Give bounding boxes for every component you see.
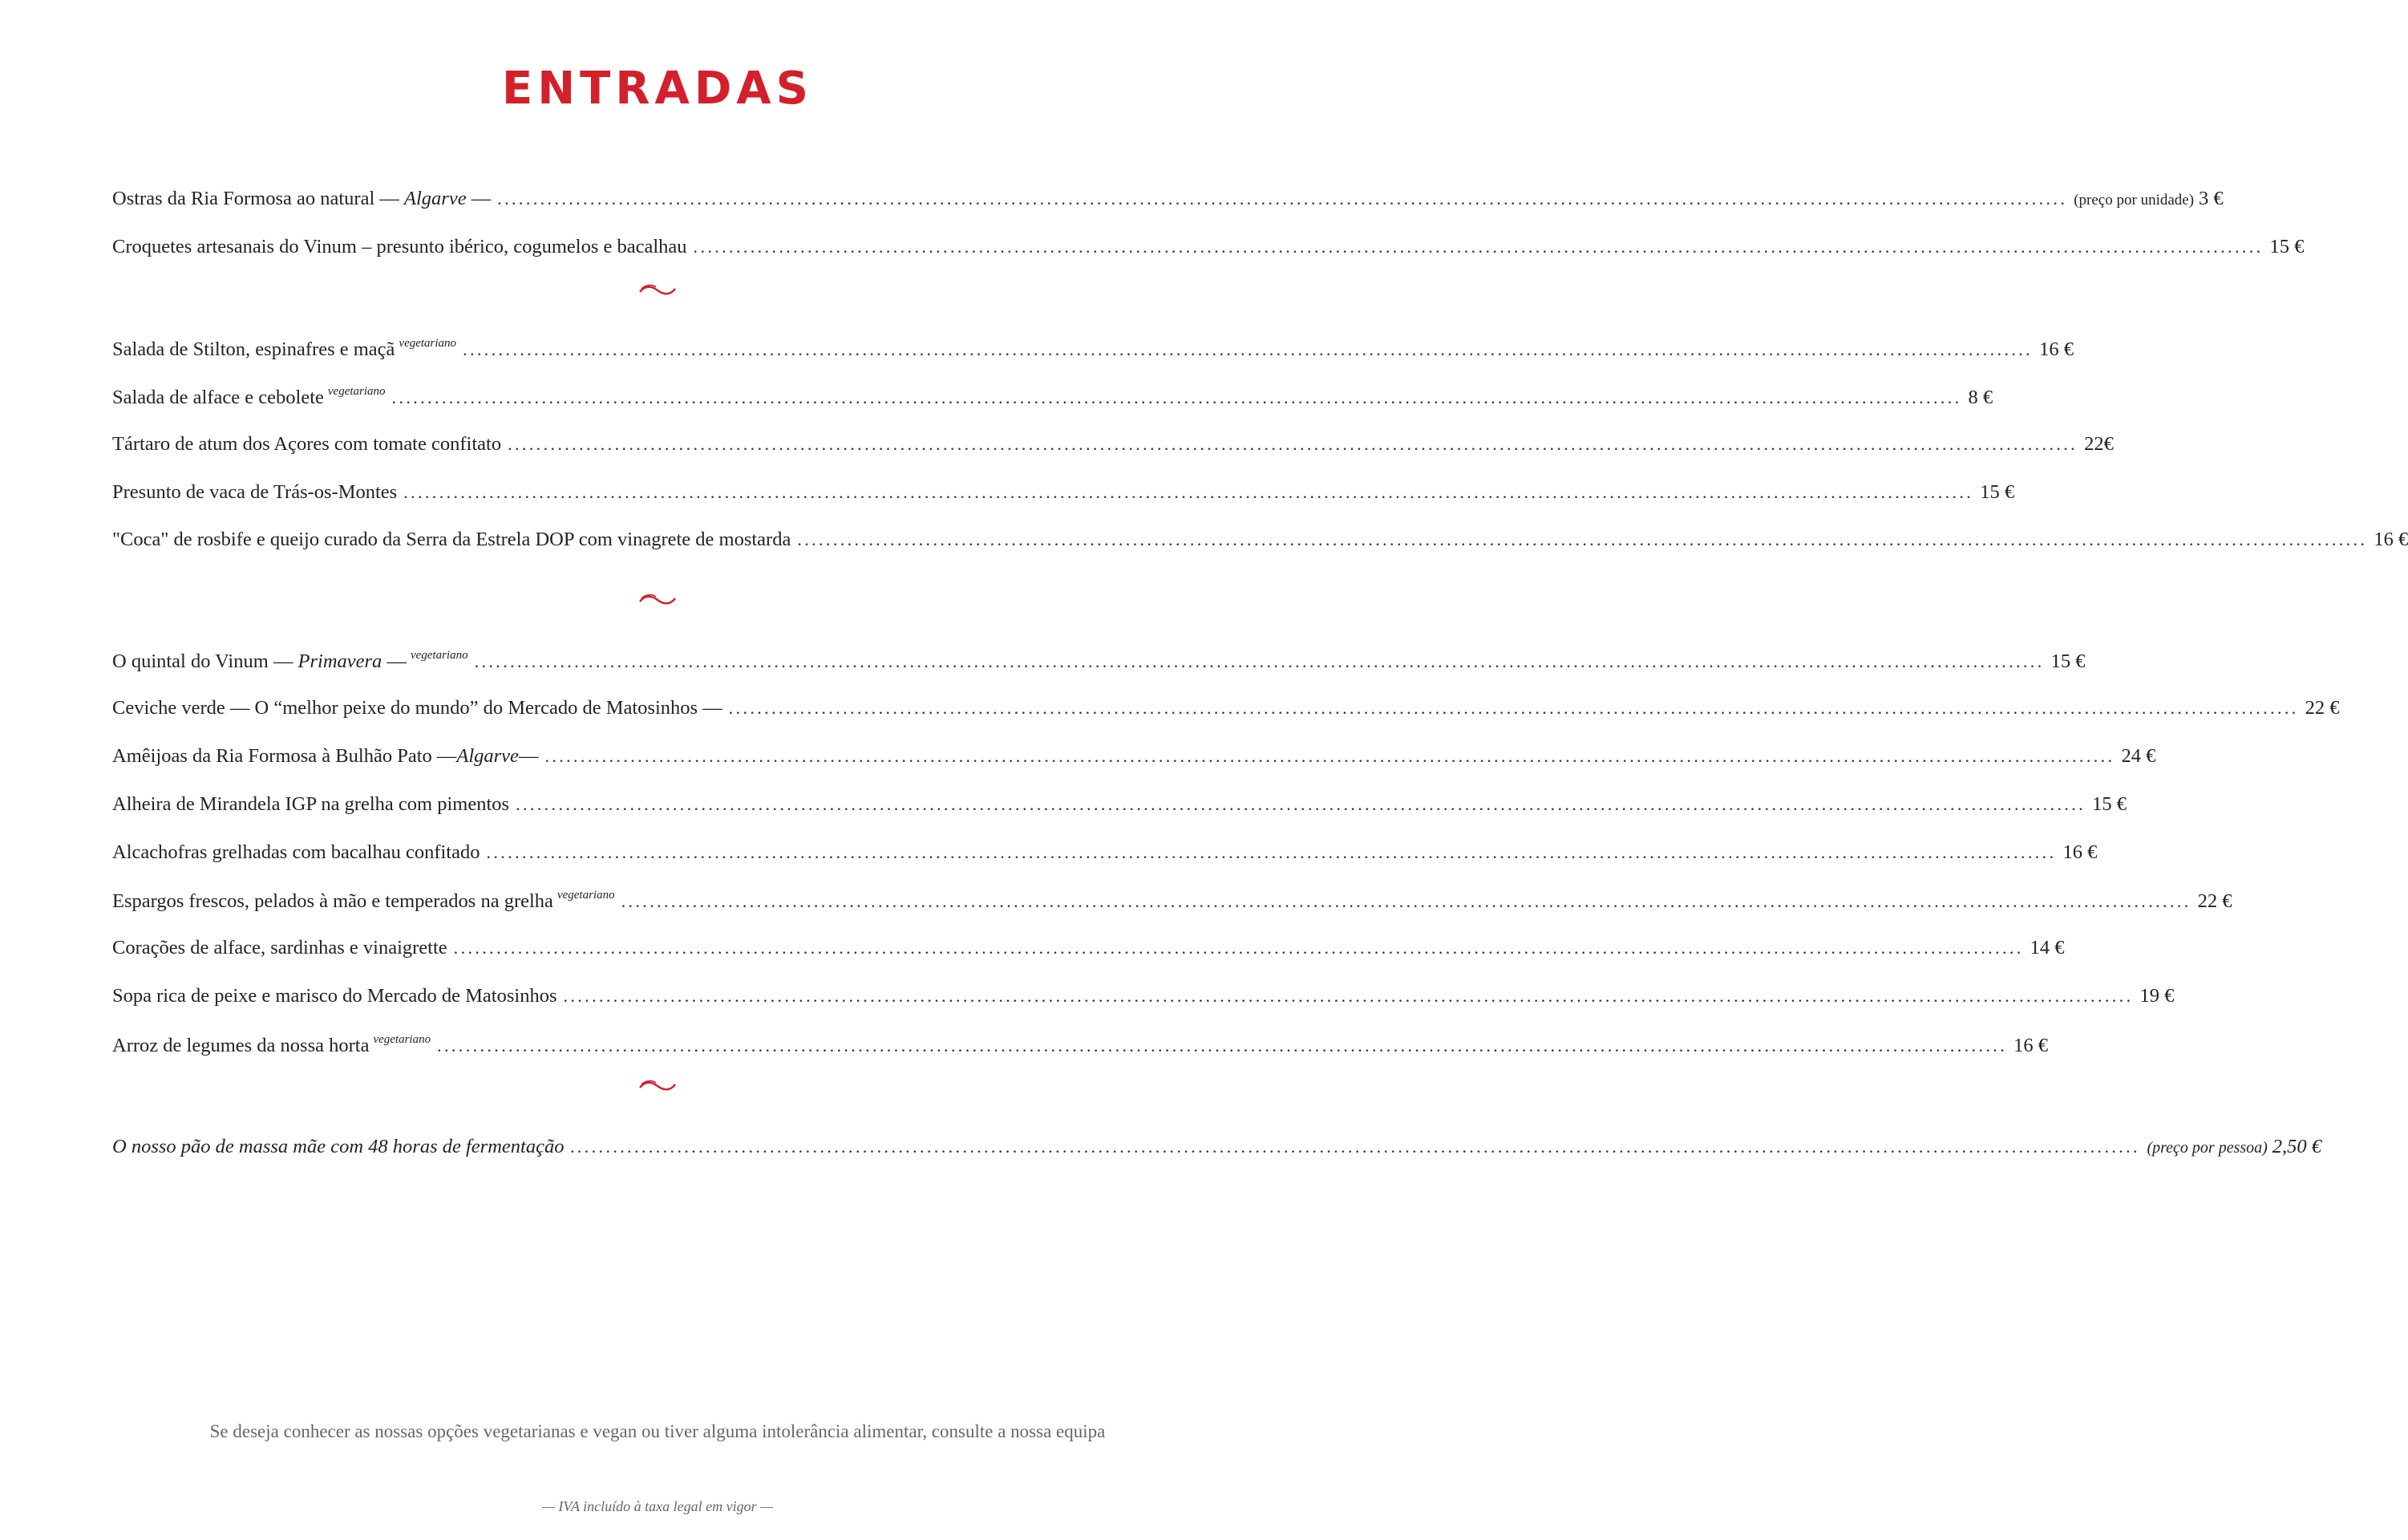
- menu-item: [112, 697, 2340, 729]
- item-name-text: Alheira de Mirandela IGP na grelha com pimentos: [112, 793, 510, 815]
- item-price: 16 €: [2062, 841, 2098, 863]
- tax-note: — IVA incluído à taxa legal em vigor —: [541, 1498, 774, 1514]
- menu-item: [112, 385, 1993, 417]
- item-name-text: Ceviche verde — O “melhor peixe do mundo” do Mercado de Matosinhos —: [112, 697, 722, 719]
- dot-leader: ............................................................................................................................................................................................................................: [516, 794, 2086, 814]
- item-price: 22 €: [2197, 890, 2232, 912]
- price-note: (preço por pessoa): [2147, 1139, 2268, 1157]
- dot-leader: ............................................................................................................................................................................................................................: [463, 339, 2034, 359]
- item-name-text: Croquetes artesanais do Vinum – presunto ibérico, cogumelos e bacalhau: [112, 236, 687, 257]
- menu-item: [112, 1033, 2048, 1065]
- dot-leader: ............................................................................................................................................................................................................................: [508, 434, 2078, 454]
- item-price: 24 €: [2121, 745, 2156, 767]
- item-name-text: Arroz de legumes da nossa horta: [112, 1035, 370, 1056]
- item-price: 16 €: [2013, 1035, 2048, 1056]
- dot-leader: ............................................................................................................................................................................................................................: [797, 529, 2368, 549]
- item-name-text: O quintal do Vinum —: [112, 650, 298, 672]
- item-price: 19 €: [2139, 985, 2175, 1007]
- item-name-text: Espargos frescos, pelados à mão e temperados na grelha: [112, 890, 553, 912]
- page-title: ENTRADAS: [502, 63, 813, 115]
- item-price: 14 €: [2030, 937, 2065, 958]
- menu-item: [112, 1136, 2322, 1168]
- menu-item: [112, 481, 2015, 513]
- item-price: 8 €: [1968, 387, 1993, 408]
- item-name: [112, 481, 397, 504]
- item-name: [112, 433, 501, 456]
- menu-item: [112, 337, 2074, 369]
- item-name-text: Sopa rica de peixe e marisco do Mercado de Matosinhos: [112, 985, 557, 1007]
- item-name-text: Amêijoas da Ria Formosa à Bulhão Pato —: [112, 745, 457, 767]
- dot-leader: ............................................................................................................................................................................................................................: [391, 387, 1962, 407]
- item-price: 15 €: [2050, 650, 2086, 672]
- dot-leader: ............................................................................................................................................................................................................................: [453, 938, 2024, 958]
- dot-leader: ............................................................................................................................................................................................................................: [497, 188, 2068, 209]
- item-name-text: Presunto de vaca de Trás-os-Montes: [112, 481, 398, 503]
- item-name-text: Salada de alface e cebolete: [112, 387, 324, 408]
- dot-leader: ............................................................................................................................................................................................................................: [403, 482, 1974, 502]
- item-name: [112, 529, 791, 551]
- dot-leader: ............................................................................................................................................................................................................................: [728, 698, 2299, 718]
- dot-leader: ............................................................................................................................................................................................................................: [570, 1137, 2141, 1157]
- item-price: 3 €: [2199, 188, 2224, 209]
- menu-item: [112, 188, 2224, 220]
- item-price: 15 €: [2269, 236, 2305, 257]
- item-name: [112, 337, 456, 361]
- item-region: Algarve: [404, 188, 467, 209]
- menu-item: [112, 649, 2086, 681]
- item-name: [112, 188, 491, 210]
- price-note: (preço por unidade): [2074, 192, 2195, 209]
- item-price: 16 €: [2039, 338, 2074, 360]
- vegetarian-tag: vegetariano: [556, 889, 615, 902]
- dot-leader: ............................................................................................................................................................................................................................: [693, 237, 2264, 257]
- dot-leader: ............................................................................................................................................................................................................................: [486, 842, 2057, 862]
- menu-item: [112, 793, 2127, 825]
- flourish-divider-3: [638, 1078, 677, 1094]
- item-name-text: Ostras da Ria Formosa ao natural —: [112, 188, 405, 209]
- item-price: 15 €: [2092, 793, 2127, 815]
- dot-leader: ............................................................................................................................................................................................................................: [544, 746, 2115, 766]
- item-name-text: Corações de alface, sardinhas e vinaigrette: [112, 937, 447, 958]
- item-name: [112, 1033, 431, 1057]
- item-region: Algarve: [456, 745, 519, 767]
- item-name: [112, 385, 386, 409]
- item-name: [112, 937, 447, 959]
- vegetarian-tag: vegetariano: [327, 385, 386, 398]
- item-name: [112, 697, 722, 719]
- item-name-text: Salada de Stilton, espinafres e maçã: [112, 338, 395, 360]
- item-price: 16 €: [2374, 529, 2408, 550]
- dot-leader: ............................................................................................................................................................................................................................: [621, 891, 2191, 911]
- item-name-text: Tártaro de atum dos Açores com tomate confitato: [112, 433, 502, 455]
- item-region: Primavera: [297, 650, 382, 672]
- item-name-suffix: —: [382, 650, 407, 672]
- item-price: 22 €: [2305, 697, 2340, 719]
- menu-item: [112, 529, 2408, 561]
- menu-item: [112, 745, 2156, 777]
- item-name: [112, 236, 687, 258]
- flourish-divider-2: [638, 592, 677, 608]
- item-name: [112, 889, 615, 913]
- dot-leader: ............................................................................................................................................................................................................................: [563, 986, 2134, 1006]
- item-name-suffix: —: [466, 188, 492, 209]
- item-name: [112, 745, 538, 768]
- item-name-text: Alcachofras grelhadas com bacalhau confitado: [112, 841, 480, 863]
- item-name: [112, 841, 480, 864]
- menu-item: [112, 937, 2065, 969]
- dot-leader: ............................................................................................................................................................................................................................: [437, 1035, 2008, 1056]
- item-price: 22€: [2084, 433, 2114, 455]
- item-name-suffix: —: [518, 745, 539, 767]
- menu-item: [112, 841, 2098, 873]
- item-name: [112, 1136, 564, 1158]
- item-name-text: O nosso pão de massa mãe com 48 horas de fermentação: [112, 1136, 565, 1157]
- menu-item: [112, 236, 2305, 268]
- vegetarian-tag: vegetariano: [373, 1033, 431, 1046]
- item-name: [112, 793, 509, 816]
- flourish-divider-1: [638, 282, 677, 298]
- dietary-note: Se deseja conhecer as nossas opções vegetarianas e vegan ou tiver alguma intolerância alimentar, consulte a nossa equipa: [209, 1421, 1106, 1441]
- vegetarian-tag: vegetariano: [410, 649, 468, 662]
- menu-item: [112, 433, 2114, 465]
- vegetarian-tag: vegetariano: [399, 337, 457, 350]
- item-price: 15 €: [1980, 481, 2015, 503]
- item-name-text: "Coca" de rosbife e queijo curado da Serra da Estrela DOP com vinagrete de mostarda: [112, 529, 791, 550]
- dot-leader: ............................................................................................................................................................................................................................: [474, 651, 2045, 671]
- menu-item: [112, 889, 2232, 921]
- item-name: [112, 649, 468, 673]
- item-price: 2,50 €: [2272, 1136, 2322, 1157]
- menu-item: [112, 985, 2175, 1017]
- item-name: [112, 985, 556, 1007]
